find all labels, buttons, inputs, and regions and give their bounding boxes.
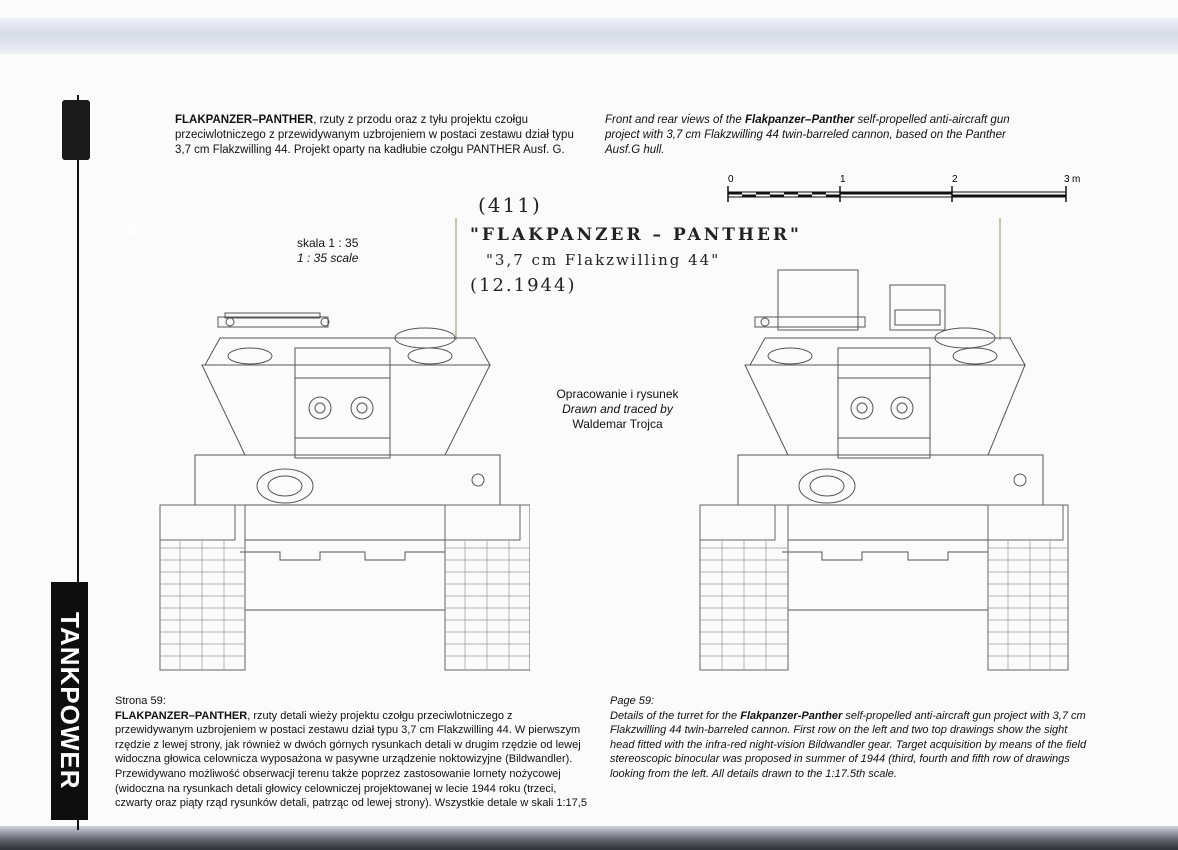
drawing-date: (12.1944) <box>470 275 577 296</box>
caption-text: , rzuty z przodu oraz z tyłu projektu czołgu przeciwlotniczego z przewidywanym uzbrojeniem w postaci zestawu dział typu 3,7 cm Flakzwilling 44. Projekt oparty na kadłubie czołgu PANTHER Ausf. G. <box>175 114 574 156</box>
scale-bar <box>720 172 1090 208</box>
scale-tick-1: 1 <box>840 174 846 185</box>
caption-bold: FLAKPANZER–PANTHER <box>175 114 314 126</box>
scale-polish: skala 1 : 35 <box>297 236 359 250</box>
drawing-credit <box>545 387 690 432</box>
logo-text: TANKPOWER <box>55 612 85 790</box>
page-number: 58 <box>125 222 140 238</box>
page-number-tab <box>62 100 140 238</box>
bottom-band <box>0 826 1178 850</box>
drawing-armament: "3,7 cm Flakzwilling 44" <box>486 251 721 269</box>
caption-top-polish <box>175 113 585 158</box>
caption-heading: Strona 59: <box>115 695 166 707</box>
caption-top-english <box>605 113 1020 158</box>
caption-text: Details of the turret for the <box>610 709 741 722</box>
caption-bold: Flakpanzer-Panther <box>740 709 843 722</box>
caption-text: Front and rear views of the <box>605 114 745 126</box>
scale-english: 1 : 35 scale <box>297 251 359 265</box>
caption-text: self-propelled anti-aircraft gun project with 3,7 cm Flakzwilling 44 twin-barreled cannon, based on the Panther Ausf.G hull. <box>605 114 1010 156</box>
caption-heading: Page 59: <box>610 695 655 707</box>
top-band <box>0 18 1178 54</box>
caption-text: , rzuty detali wieży projektu czołgu przeciwlotniczego z przewidywanym uzbrojeniem w postaci zestawu dział typu 3,7 cm Flakzwilling 44. W pierwszym rzędzie z lewej strony, jak również w dwóch górnych rysunkach detali w drugim rzędzie od lewej widoczna głowica celownicza wyposażona w pasywne urządzenie noktowizyjne (Bildwandler). Przewidywano możliwość obserwacji terenu także poprzez zastosowanie lornety nożycowej (widoczna na rysunkach detali głowicy celowniczej projektowanej w lecie 1944 roku (trzeci, czwarty oraz piąty rząd rysunków detali, patrząc od lewej strony). Wszystkie detale w skali 1:17,5 <box>115 709 587 810</box>
credit-polish: Opracowanie i rysunek <box>556 387 679 401</box>
caption-bottom-polish <box>115 694 590 811</box>
scale-tick-2: 2 <box>952 174 958 185</box>
drawing-number: (411) <box>478 193 542 217</box>
drawing-vehicle-name: "FLAKPANZER – PANTHER" <box>470 225 802 245</box>
caption-bottom-english <box>610 694 1090 782</box>
scale-unit: m <box>1072 174 1081 185</box>
tank-front-view-drawing <box>150 210 530 680</box>
caption-bold: FLAKPANZER–PANTHER <box>115 709 248 722</box>
credit-english: Drawn and traced by <box>562 402 673 416</box>
scale-tick-3: 3 <box>1064 174 1070 185</box>
tank-rear-view-drawing <box>690 210 1080 680</box>
caption-bold: Flakpanzer–Panther <box>744 114 855 126</box>
credit-author: Waldemar Trojca <box>572 417 663 431</box>
caption-text: self-propelled anti-aircraft gun project with 3,7 cm Flakzwilling 44 twin-barreled cannon. First row on the left and two top drawings show the sight head fitted with the infra-red night-vision Bildwandler gear. Target acquisition by means of the field stereoscopic binocular was proposed in summer of 1944 (third, fourth and fifth row of drawings looking from the left. All details drawn to the 1:17.5th scale. <box>610 709 1087 780</box>
scale-tick-0: 0 <box>728 174 734 185</box>
magazine-logo <box>51 582 88 820</box>
